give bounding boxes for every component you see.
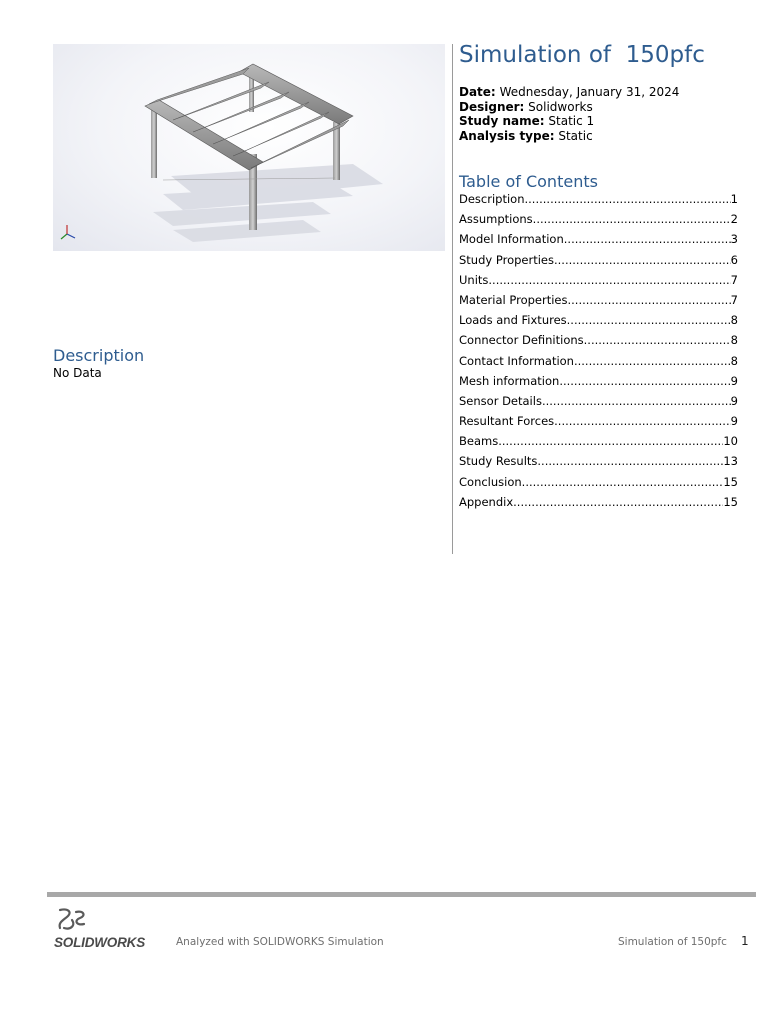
toc-item-connector-definitions[interactable]: Connector Definitions ..... 8 <box>459 333 738 353</box>
toc-item-assumptions[interactable]: Assumptions ..... 2 <box>459 212 738 232</box>
meta-date: Date: Wednesday, January 31, 2024 <box>459 85 680 99</box>
toc-item-contact-information[interactable]: Contact Information ..... 8 <box>459 354 738 374</box>
toc-item-beams[interactable]: Beams ..... 10 <box>459 434 738 454</box>
toc-item-conclusion[interactable]: Conclusion ..... 15 <box>459 475 738 495</box>
toc-item-study-properties[interactable]: Study Properties ..... 6 <box>459 253 738 273</box>
meta-study-name: Study name: Static 1 <box>459 114 595 128</box>
study-meta <box>459 85 679 143</box>
solidworks-logo <box>54 906 164 954</box>
document-title: Simulation of 150pfc <box>459 42 705 68</box>
column-divider <box>452 44 453 554</box>
toc-item-model-information[interactable]: Model Information ..... 3 <box>459 232 738 252</box>
table-of-contents <box>459 192 738 515</box>
footer-analyzed-text: Analyzed with SOLIDWORKS Simulation <box>176 936 384 948</box>
steel-frame-render <box>53 44 445 251</box>
toc-item-mesh-information[interactable]: Mesh information ..... 9 <box>459 374 738 394</box>
toc-item-units[interactable]: Units ..... 7 <box>459 273 738 293</box>
footer-divider <box>47 892 756 897</box>
description-text: No Data <box>53 366 102 380</box>
logo-wordmark: SOLIDWORKS <box>54 935 145 950</box>
meta-designer: Designer: Solidworks <box>459 99 593 114</box>
toc-item-resultant-forces[interactable]: Resultant Forces ..... 9 <box>459 414 738 434</box>
meta-analysis-type: Analysis type: Static <box>459 128 593 143</box>
toc-item-sensor-details[interactable]: Sensor Details ..... 9 <box>459 394 738 414</box>
model-render-image <box>53 44 445 251</box>
toc-item-material-properties[interactable]: Material Properties ..... 7 <box>459 293 738 313</box>
page-number: 1 <box>741 934 749 948</box>
ds-logo-icon <box>54 906 94 936</box>
description-heading: Description <box>53 346 145 365</box>
toc-item-appendix[interactable]: Appendix ..... 15 <box>459 495 738 515</box>
toc-item-study-results[interactable]: Study Results ..... 13 <box>459 454 738 474</box>
footer-doc-title: Simulation of 150pfc <box>618 936 727 948</box>
toc-item-description[interactable]: Description ..... 1 <box>459 192 738 212</box>
toc-item-loads-and-fixtures[interactable]: Loads and Fixtures ..... 8 <box>459 313 738 333</box>
toc-heading: Table of Contents <box>459 172 598 191</box>
